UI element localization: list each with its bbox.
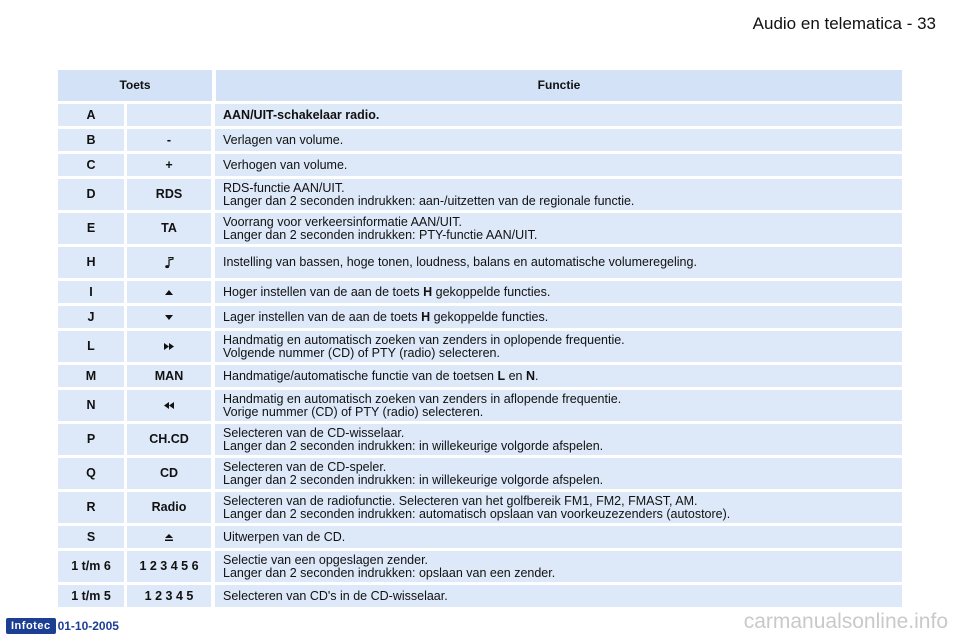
function-text: Voorrang voor verkeersinformatie AAN/UIT. [223, 214, 462, 229]
function-cell [215, 129, 902, 151]
function-text: Langer dan 2 seconden indrukken: PTY-functie AAN/UIT. [223, 227, 538, 242]
table-row [58, 213, 902, 244]
key-reference: N [525, 368, 536, 383]
function-text: Langer dan 2 seconden indrukken: aan-/uitzetten van de regionale functie. [223, 193, 635, 208]
function-text: Instelling van bassen, hoge tonen, loudness, balans en automatische volumeregeling. [223, 255, 697, 269]
music-note-icon [164, 257, 174, 269]
function-text: Handmatig en automatisch zoeken van zenders in oplopende frequentie. [223, 332, 625, 347]
function-text [223, 370, 539, 383]
table-row [58, 390, 902, 421]
function-text: Verhogen van volume. [223, 157, 348, 172]
key-cell: R [58, 492, 124, 523]
symbol-cell: Radio [127, 492, 211, 523]
arrow-up-icon [164, 289, 174, 296]
key-cell: C [58, 154, 124, 176]
key-cell: H [58, 247, 124, 278]
key-reference: L [497, 368, 506, 383]
symbol-cell [127, 526, 211, 548]
function-text: Volgende nummer (CD) of PTY (radio) selecteren. [223, 345, 500, 360]
key-cell: I [58, 281, 124, 303]
eject-icon [163, 533, 175, 542]
key-cell: P [58, 424, 124, 455]
function-text: Verlagen van volume. [223, 132, 344, 147]
table-row [58, 281, 902, 303]
function-cell [215, 365, 902, 387]
infotec-logo: Infotec [6, 618, 56, 634]
table-row [58, 306, 902, 328]
table-row [58, 585, 902, 607]
function-text-part: gekoppelde functies. [430, 309, 549, 324]
function-text-part: Hoger instellen van de aan de toets [223, 284, 424, 299]
function-cell [215, 306, 902, 328]
function-text: RDS-functie AAN/UIT. [223, 180, 345, 195]
header-key: Toets [58, 70, 212, 101]
symbol-cell [127, 306, 211, 328]
function-text: Selectie van een opgeslagen zender. [223, 552, 429, 567]
key-cell: Q [58, 458, 124, 489]
table-row [58, 458, 902, 489]
table-row [58, 179, 902, 210]
watermark: carmanualsonline.info [743, 610, 948, 633]
function-cell [215, 458, 902, 489]
function-cell [215, 390, 902, 421]
symbol-cell [127, 281, 211, 303]
key-cell: L [58, 331, 124, 362]
symbol-cell [127, 331, 211, 362]
function-text: Vorige nummer (CD) of PTY (radio) selecteren. [223, 404, 484, 419]
footer [6, 618, 119, 634]
function-cell [215, 424, 902, 455]
function-cell [215, 104, 902, 126]
symbol-cell [127, 247, 211, 278]
key-cell: S [58, 526, 124, 548]
fast-forward-icon [163, 342, 175, 351]
function-cell [215, 585, 902, 607]
function-cell [215, 179, 902, 210]
function-text: Selecteren van de CD-speler. [223, 459, 387, 474]
function-text: Langer dan 2 seconden indrukken: in willekeurige volgorde afspelen. [223, 472, 604, 487]
footer-date: 01-10-2005 [57, 619, 119, 633]
symbol-cell: 1 2 3 4 5 [127, 585, 211, 607]
function-cell [215, 551, 902, 582]
function-text [223, 311, 548, 324]
table-row [58, 247, 902, 278]
table-row [58, 551, 902, 582]
table-row [58, 104, 902, 126]
symbol-cell: TA [127, 213, 211, 244]
key-cell: 1 t/m 5 [58, 585, 124, 607]
key-cell: 1 t/m 6 [58, 551, 124, 582]
function-text: Selecteren van de radiofunctie. Selecteren van het golfbereik FM1, FM2, FMAST, AM. [223, 493, 698, 508]
function-text: Selecteren van de CD-wisselaar. [223, 425, 405, 440]
function-cell [215, 213, 902, 244]
key-cell: N [58, 390, 124, 421]
function-text: Selecteren van CD's in de CD-wisselaar. [223, 588, 448, 603]
table-row [58, 526, 902, 548]
table-body [58, 104, 902, 607]
symbol-cell: MAN [127, 365, 211, 387]
function-cell [215, 154, 902, 176]
function-cell [215, 492, 902, 523]
symbol-cell: - [127, 129, 211, 151]
symbol-cell: 1 2 3 4 5 6 [127, 551, 211, 582]
table-row [58, 154, 902, 176]
symbol-cell [127, 390, 211, 421]
rewind-icon [163, 401, 175, 410]
key-cell: M [58, 365, 124, 387]
function-table [58, 70, 902, 610]
key-cell: D [58, 179, 124, 210]
function-text: Handmatig en automatisch zoeken van zenders in aflopende frequentie. [223, 391, 622, 406]
page-title: Audio en telematica - 33 [752, 14, 936, 33]
table-row [58, 129, 902, 151]
function-cell [215, 526, 902, 548]
function-text [223, 286, 550, 299]
function-text: Langer dan 2 seconden indrukken: automatisch opslaan van voorkeuzezenders (autostore). [223, 506, 731, 521]
symbol-cell: RDS [127, 179, 211, 210]
header-function: Functie [216, 70, 902, 101]
function-text-part: . [535, 368, 539, 383]
function-cell [215, 331, 902, 362]
function-text: Langer dan 2 seconden indrukken: in willekeurige volgorde afspelen. [223, 438, 604, 453]
key-reference: H [421, 309, 431, 324]
table-row [58, 492, 902, 523]
symbol-cell: + [127, 154, 211, 176]
symbol-cell: CH.CD [127, 424, 211, 455]
function-text-part: Handmatige/automatische functie van de toetsen [223, 368, 498, 383]
function-text: AAN/UIT-schakelaar radio. [223, 107, 380, 122]
table-row [58, 331, 902, 362]
function-text: Langer dan 2 seconden indrukken: opslaan van een zender. [223, 565, 556, 580]
table-row [58, 365, 902, 387]
symbol-cell: CD [127, 458, 211, 489]
function-cell [215, 281, 902, 303]
function-text-part: en [505, 368, 526, 383]
function-text: Uitwerpen van de CD. [223, 529, 346, 544]
key-reference: H [423, 284, 433, 299]
table-header [58, 70, 902, 101]
function-cell [215, 247, 902, 278]
key-cell: J [58, 306, 124, 328]
key-cell: A [58, 104, 124, 126]
key-cell: E [58, 213, 124, 244]
table-row [58, 424, 902, 455]
key-cell: B [58, 129, 124, 151]
function-text-part: gekoppelde functies. [432, 284, 551, 299]
function-text-part: Lager instellen van de aan de toets [223, 309, 422, 324]
symbol-cell [127, 104, 211, 126]
arrow-down-icon [164, 314, 174, 321]
